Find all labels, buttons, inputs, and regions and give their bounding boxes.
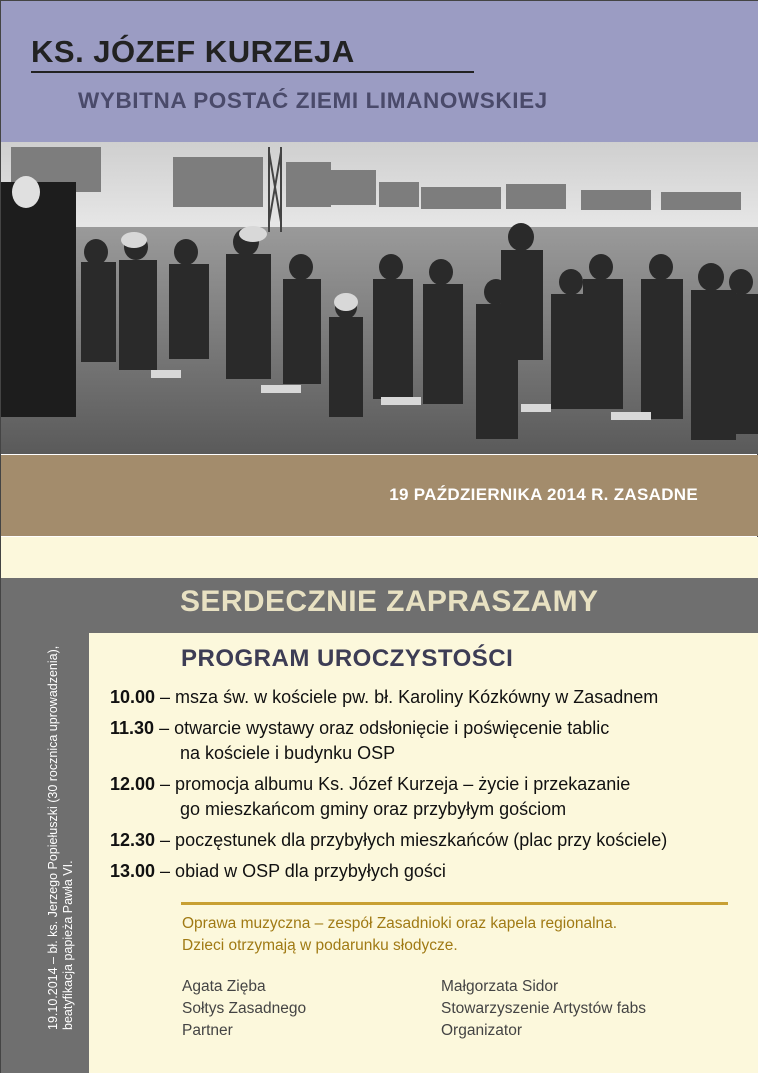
- note-line-2: Dzieci otrzymają w podarunku słodycze.: [182, 937, 458, 954]
- side-note-line-1: 19.10.2014 – bł. ks. Jerzego Popiełuszki (30 rocznica uprowadzenia),: [46, 645, 60, 1030]
- program-text: – promocja albumu Ks. Józef Kurzeja – życie i przekazanie: [155, 774, 631, 794]
- program-item: [110, 828, 750, 853]
- side-note: [46, 430, 76, 1030]
- program-list: [110, 685, 750, 884]
- program-item: [110, 716, 750, 741]
- note-line-1: Oprawa muzyczna – zespół Zasadnioki oraz kapela regionalna.: [182, 915, 618, 932]
- program-text: – poczęstunek dla przybyłych mieszkańców (plac przy kościele): [155, 830, 668, 850]
- partner-name: Agata Zięba: [182, 978, 266, 995]
- program-heading: PROGRAM UROCZYSTOŚCI: [181, 645, 514, 672]
- program-text: – msza św. w kościele pw. bł. Karoliny Kózkówny w Zasadnem: [155, 687, 659, 707]
- program-text: – otwarcie wystawy oraz odsłonięcie i poświęcenie tablic: [154, 718, 610, 738]
- partner-role: Sołtys Zasadnego: [182, 1000, 307, 1017]
- page-title: KS. JÓZEF KURZEJA: [31, 34, 355, 69]
- organizer-name: Małgorzata Sidor: [441, 978, 559, 995]
- program-item: [110, 772, 750, 797]
- program-text: – obiad w OSP dla przybyłych gości: [155, 861, 446, 881]
- gold-divider: [181, 902, 728, 905]
- music-note: [182, 913, 617, 957]
- program-item-continuation: na kościele i budynku OSP: [180, 743, 396, 763]
- historical-photo: [1, 142, 758, 454]
- organizer-type: Organizator: [441, 1022, 522, 1039]
- program-item: [110, 685, 750, 710]
- side-note-line-2: beatyfikacja papieża Pawła VI.: [61, 860, 75, 1030]
- program-time: 12.00: [110, 774, 156, 794]
- program-time: 12.30: [110, 830, 156, 850]
- program-time: 13.00: [110, 861, 156, 881]
- page-subtitle: WYBITNA POSTAĆ ZIEMI LIMANOWSKIEJ: [78, 88, 548, 113]
- organizer-role: Stowarzyszenie Artystów fabs: [441, 1000, 647, 1017]
- event-date: 19 PAŹDZIERNIKA 2014 R. ZASADNE: [389, 485, 698, 504]
- program-time: 11.30: [110, 718, 155, 738]
- partner-type: Partner: [182, 1022, 233, 1039]
- title-underline: [31, 71, 474, 73]
- program-time: 10.00: [110, 687, 156, 707]
- program-item: [110, 859, 750, 884]
- invite-heading: SERDECZNIE ZAPRASZAMY: [180, 585, 599, 618]
- signature-organizer: [441, 976, 646, 1042]
- signature-partner: [182, 976, 306, 1042]
- program-item-continuation: go mieszkańcom gminy oraz przybyłym gościom: [180, 799, 567, 819]
